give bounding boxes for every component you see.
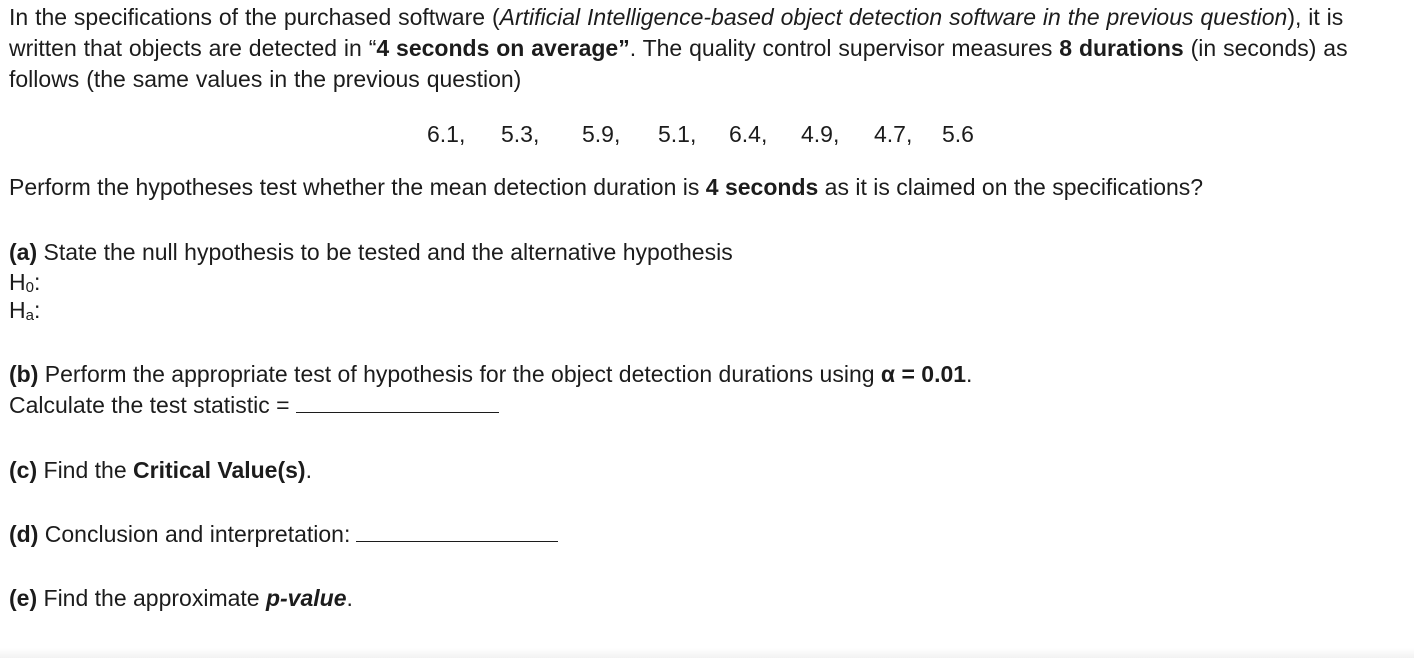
duration-value: 4.9, [801,121,840,147]
part-bold-text: Critical Value(s) [133,457,306,483]
alternative-hypothesis-line [9,296,1408,324]
test-statistic-blank [296,392,499,413]
intro-bold-text: 4 seconds on average” [376,35,630,61]
intro-italic-text: Artificial Intelligence-based object detection software in the previous question [499,4,1288,30]
test-statistic-line [9,390,1408,421]
duration-value: 4.7, [874,121,913,147]
test-statistic-label: Calculate the test statistic = [9,392,290,418]
p-value-term: p-value [265,585,347,611]
part-text: . [966,361,973,387]
question-text: as it is claimed on the specifications? [818,174,1204,200]
part-text: . [305,457,312,483]
hypothesis-colon: : [33,269,41,295]
null-hypothesis-line [9,268,1408,296]
hypothesis-letter: H [9,269,26,295]
duration-value: 5.3, [501,121,540,147]
part-e [9,583,1408,614]
part-text: Find the [37,457,134,483]
hypothesis-colon: : [33,297,41,323]
part-a [9,237,1408,268]
intro-text: ), it is written that objects are detected in “ [9,4,1344,61]
part-text: Conclusion and interpretation: [38,521,351,547]
question-text: Perform the hypotheses test whether the mean detection duration is [9,174,706,200]
part-d [9,519,1408,550]
part-c [9,455,1408,486]
intro-paragraph [9,2,1408,95]
intro-bold-text: 8 durations [1059,35,1184,61]
duration-value: 5.1, [658,121,697,147]
duration-value: 5.9, [582,121,621,147]
alpha-value: α = 0.01 [880,361,967,387]
part-text: Perform the appropriate test of hypothesis for the object detection durations using [38,361,881,387]
conclusion-blank [356,521,558,542]
duration-value: 5.6 [942,121,974,147]
intro-text: In the specifications of the purchased software ( [9,4,500,30]
part-label: (d) [9,521,39,547]
part-label: (e) [9,585,38,611]
hypothesis-letter: H [9,297,26,323]
intro-text: (in seconds) as follows (the same values in the previous question) [9,35,1348,92]
bottom-edge [0,648,1414,658]
part-text: State the null hypothesis to be tested and the alternative hypothesis [37,239,733,265]
durations-list [9,119,1408,150]
intro-text: . The quality control supervisor measures [629,35,1060,61]
main-question [9,172,1408,203]
part-label: (b) [9,361,39,387]
part-text: Find the approximate [37,585,266,611]
duration-value: 6.1, [427,121,466,147]
part-b [9,359,1408,390]
part-label: (a) [9,239,38,265]
hypothesis-subscript: a [25,307,34,324]
question-bold-text: 4 seconds [705,174,819,200]
part-label: (c) [9,457,38,483]
hypothesis-subscript: 0 [25,279,34,296]
part-text: . [346,585,353,611]
duration-value: 6.4, [729,121,768,147]
